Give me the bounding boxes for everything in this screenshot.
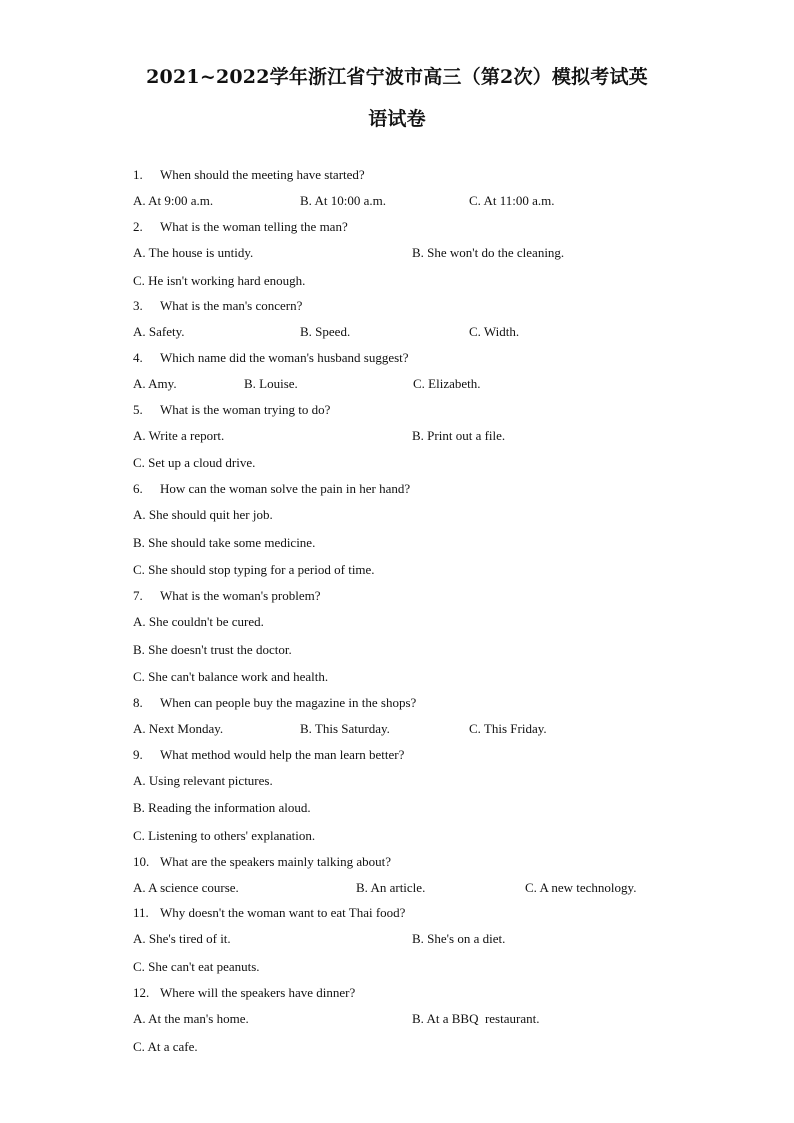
option-10c: C. A new technology. <box>525 880 637 895</box>
question-number: 5. <box>133 402 143 417</box>
question-number: 3. <box>133 298 143 313</box>
question-7 <box>133 588 320 604</box>
option-9c: C. Listening to others' explanation. <box>133 828 316 843</box>
option-1c: C. At 11:00 a.m. <box>469 193 555 208</box>
option-4b: B. Louise. <box>244 376 298 391</box>
question-text: What are the speakers mainly talking about? <box>160 854 392 869</box>
question-number: 10. <box>133 854 150 869</box>
question-1 <box>133 167 365 183</box>
option-12a: A. At the man's home. <box>133 1011 249 1026</box>
option-6a: A. She should quit her job. <box>133 507 273 522</box>
question-number: 11. <box>133 905 149 920</box>
question-6 <box>133 481 410 497</box>
question-text: Where will the speakers have dinner? <box>160 985 356 1000</box>
question-text: When can people buy the magazine in the shops? <box>160 695 417 710</box>
page-title-line-1: 2021~2022学年浙江省宁波市高三（第2次）模拟考试英 <box>146 66 648 88</box>
option-9a: A. Using relevant pictures. <box>133 773 273 788</box>
option-8b: B. This Saturday. <box>300 721 390 736</box>
option-3b: B. Speed. <box>300 324 351 339</box>
question-2 <box>133 219 348 235</box>
option-10b: B. An article. <box>356 880 426 895</box>
option-5b: B. Print out a file. <box>412 428 506 443</box>
question-number: 7. <box>133 588 143 603</box>
question-number: 1. <box>133 167 143 182</box>
option-6b: B. She should take some medicine. <box>133 535 316 550</box>
option-4c: C. Elizabeth. <box>413 376 481 391</box>
question-text: What is the woman's problem? <box>160 588 321 603</box>
option-7b: B. She doesn't trust the doctor. <box>133 642 292 657</box>
question-3 <box>133 298 302 314</box>
option-8a: A. Next Monday. <box>133 721 224 736</box>
question-text: Why doesn't the woman want to eat Thai food? <box>160 905 406 920</box>
option-5a: A. Write a report. <box>133 428 225 443</box>
question-number: 9. <box>133 747 143 762</box>
option-3c: C. Width. <box>469 324 520 339</box>
option-2b: B. She won't do the cleaning. <box>412 245 565 260</box>
question-text: Which name did the woman's husband suggest? <box>160 350 409 365</box>
question-number: 2. <box>133 219 143 234</box>
option-9b: B. Reading the information aloud. <box>133 800 311 815</box>
question-12 <box>133 985 355 1001</box>
option-8c: C. This Friday. <box>469 721 547 736</box>
option-11c: C. She can't eat peanuts. <box>133 959 260 974</box>
question-5 <box>133 402 330 418</box>
question-11 <box>133 905 405 921</box>
option-12b: B. At a BBQ restaurant. <box>412 1011 540 1026</box>
question-text: How can the woman solve the pain in her hand? <box>160 481 411 496</box>
question-10 <box>133 854 391 870</box>
page-title-line-2: 语试卷 <box>368 108 426 130</box>
option-11b: B. She's on a diet. <box>412 931 506 946</box>
option-2a: A. The house is untidy. <box>133 245 254 260</box>
question-8 <box>133 695 416 711</box>
option-2c: C. He isn't working hard enough. <box>133 273 306 288</box>
option-3a: A. Safety. <box>133 324 185 339</box>
question-text: What method would help the man learn better? <box>160 747 405 762</box>
question-number: 8. <box>133 695 143 710</box>
option-7a: A. She couldn't be cured. <box>133 614 264 629</box>
option-4a: A. Amy. <box>133 376 177 391</box>
option-11a: A. She's tired of it. <box>133 931 231 946</box>
option-1b: B. At 10:00 a.m. <box>300 193 386 208</box>
question-text: What is the woman telling the man? <box>160 219 348 234</box>
question-9 <box>133 747 404 763</box>
question-text: What is the man's concern? <box>160 298 303 313</box>
option-6c: C. She should stop typing for a period of time. <box>133 562 375 577</box>
question-number: 12. <box>133 985 150 1000</box>
option-10a: A. A science course. <box>133 880 239 895</box>
option-1a: A. At 9:00 a.m. <box>133 193 214 208</box>
question-number: 6. <box>133 481 143 496</box>
option-5c: C. Set up a cloud drive. <box>133 455 256 470</box>
option-12c: C. At a cafe. <box>133 1039 198 1054</box>
question-text: When should the meeting have started? <box>160 167 365 182</box>
question-text: What is the woman trying to do? <box>160 402 331 417</box>
question-4 <box>133 350 409 366</box>
question-number: 4. <box>133 350 143 365</box>
option-7c: C. She can't balance work and health. <box>133 669 329 684</box>
